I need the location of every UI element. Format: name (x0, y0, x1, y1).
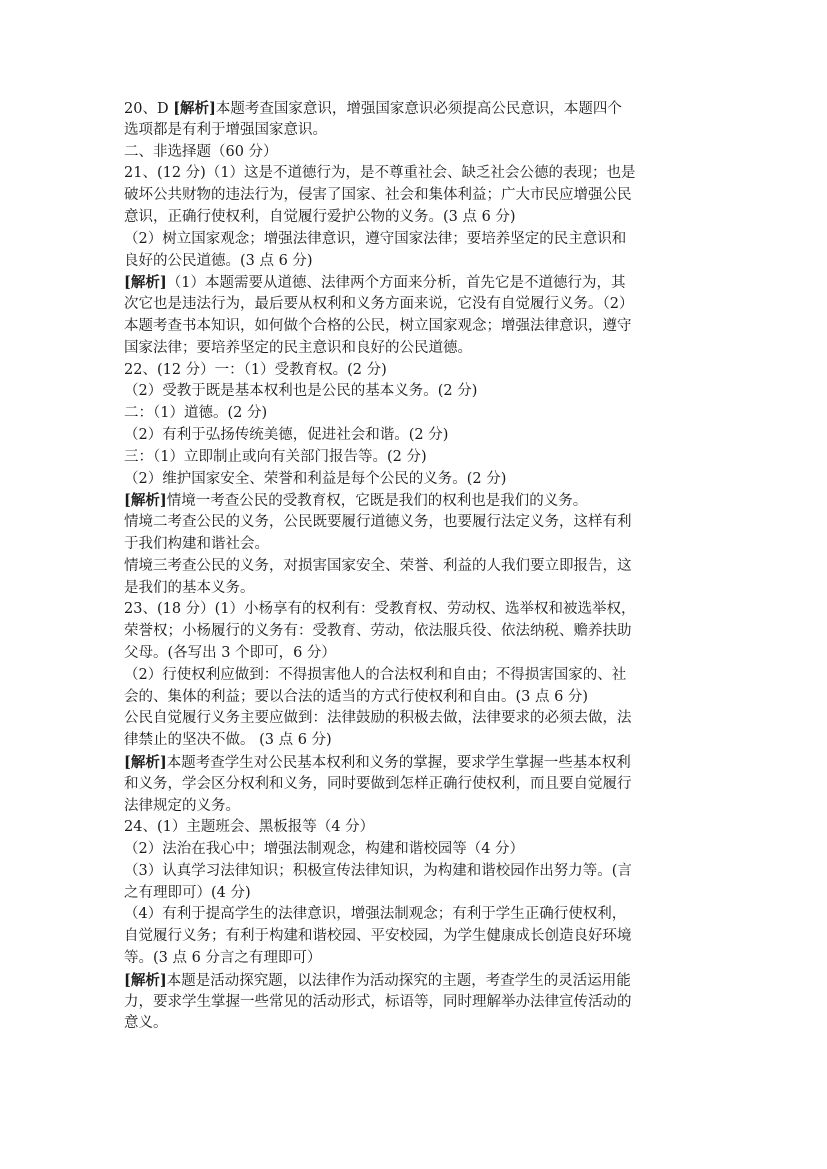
line-text: 意识，正确行使权利，自觉履行爱护公物的义务。(3 点 6 分) (124, 208, 516, 225)
line-text: 意义。 (124, 1015, 168, 1032)
text-line (124, 839, 704, 861)
line-text: 24、(1）主题班会、黑板报等（4 分） (124, 819, 375, 836)
text-line (124, 469, 704, 491)
line-text: 会的、集体的利益；要以合法的适当的方式行使权利和自由。(3 点 6 分) (124, 688, 589, 705)
line-text: （2）有利于弘扬传统美德，促进社会和谐。(2 分) (124, 426, 449, 443)
line-text: （1）本题需要从道德、法律两个方面来分析，首先它是不道德行为，其 (166, 275, 626, 292)
text-line (124, 1013, 704, 1035)
line-text: 等。(3 点 6 分言之有理即可） (124, 950, 322, 967)
line-text: 情境一考查公民的受教育权，它既是我们的权利也是我们的义务。 (166, 493, 588, 510)
line-text: 破坏公共财物的违法行为，侵害了国家、社会和集体利益；广大市民应增强公民 (124, 187, 632, 204)
text-line (124, 229, 704, 251)
text-line (124, 142, 704, 164)
line-text: 是我们的基本义务。 (124, 579, 255, 596)
line-text: 力，要求学生掌握一些常见的活动形式，标语等，同时理解举办法律宣传活动的 (124, 993, 632, 1010)
text-line (124, 599, 704, 621)
line-text: 次它也是违法行为，最后要从权利和义务方面来说，它没有自觉履行义务。（2） (124, 296, 634, 313)
text-line (124, 796, 704, 818)
text-line (124, 425, 704, 447)
text-line (124, 360, 704, 382)
text-line (124, 556, 704, 578)
line-text: 情境三考查公民的义务，对损害国家安全、荣誉、利益的人我们要立即报告，这 (124, 557, 632, 574)
line-text: 22、(12 分）一：（1）受教育权。(2 分) (124, 361, 387, 378)
line-text: （2）受教于既是基本权利也是公民的基本义务。(2 分) (124, 383, 478, 400)
line-text: 父母。(各写出 3 个即可，6 分） (124, 644, 336, 661)
text-line (124, 904, 704, 926)
text-line (124, 447, 704, 469)
line-text: （2）行使权利应做到：不得损害他人的合法权利和自由；不得损害国家的、社 (124, 666, 627, 683)
text-line (124, 512, 704, 534)
analysis-label: [解析] (124, 971, 167, 989)
line-text: （2）树立国家观念；增强法律意识，遵守国家法律；要培养坚定的民主意识和 (124, 230, 627, 247)
text-line (124, 708, 704, 730)
analysis-label: [解析] (124, 492, 167, 510)
text-line (124, 316, 704, 338)
line-text: 本题考查国家意识，增强国家意识必须提高公民意识，本题四个 (215, 101, 622, 117)
line-text: 于我们构建和谐社会。 (124, 535, 269, 552)
text-line (124, 621, 704, 643)
line-text: 23、(18 分）(1）小杨享有的权利有：受教育权、劳动权、选举权和被选举权， (124, 601, 636, 618)
text-line (124, 294, 704, 316)
line-text: （4）有利于提高学生的法律意识，增强法制观念；有利于学生正确行使权利， (124, 906, 627, 923)
text-line (124, 970, 704, 992)
line-text: 21、(12 分)（1）这是不道德行为，是不尊重社会、缺乏社会公德的表现；也是 (124, 165, 636, 182)
text-line (124, 163, 704, 185)
text-line (124, 534, 704, 556)
text-line (124, 992, 704, 1014)
line-text: 国家法律；要培养坚定的民主意识和良好的公民道德。 (124, 339, 472, 356)
answer-document (124, 98, 704, 1035)
text-line (124, 926, 704, 948)
line-text: 自觉履行义务；有利于构建和谐校园、平安校园，为学生健康成长创造良好环境 (124, 928, 632, 945)
text-line (124, 490, 704, 512)
text-line (124, 948, 704, 970)
text-line (124, 752, 704, 774)
line-text: 良好的公民道德。(3 点 6 分) (124, 252, 313, 269)
text-line (124, 687, 704, 709)
line-text: 法律规定的义务。 (124, 797, 240, 814)
text-line (124, 207, 704, 229)
line-text: （2）法治在我心中；增强法制观念，构建和谐校园等（4 分） (124, 841, 525, 858)
text-line (124, 185, 704, 207)
line-text: 二、非选择题（60 分） (124, 143, 278, 160)
line-text: （2）维护国家安全、荣誉和利益是每个公民的义务。(2 分) (124, 470, 507, 487)
line-text: 律禁止的坚决不做。 (3 点 6 分) (124, 732, 332, 749)
text-line (124, 643, 704, 665)
line-text: 本题是活动探究题，以法律作为活动探究的主题，考查学生的灵活运用能 (166, 972, 631, 989)
analysis-label: [解析] (124, 753, 167, 771)
text-line (124, 665, 704, 687)
line-text: 选项都是有利于增强国家意识。 (124, 121, 327, 138)
text-line (124, 730, 704, 752)
text-line (124, 272, 704, 294)
text-line (124, 120, 704, 142)
line-text: 之有理即可）(4 分) (124, 884, 251, 901)
text-line (124, 578, 704, 600)
analysis-label: [解析] (124, 274, 167, 292)
text-line (124, 381, 704, 403)
text-line (124, 403, 704, 425)
text-line (124, 774, 704, 796)
question-number: 20、D (124, 101, 174, 117)
text-line (124, 338, 704, 360)
line-text: 和义务，学会区分权利和义务，同时要做到怎样正确行使权利，而且要自觉履行 (124, 775, 632, 792)
line-text: 本题考查学生对公民基本权利和义务的掌握，要求学生掌握一些基本权利 (166, 754, 631, 771)
line-text: （3）认真学习法律知识；积极宣传法律知识，为构建和谐校园作出努力等。(言 (124, 862, 632, 879)
text-line (124, 817, 704, 839)
line-text: 情境二考查公民的义务，公民既要履行道德义务，也要履行法定义务，这样有利 (124, 514, 632, 531)
line-text: 公民自觉履行义务主要应做到：法律鼓励的积极去做，法律要求的必须去做，法 (124, 710, 632, 727)
text-line (124, 861, 704, 883)
line-text: 二：（1）道德。(2 分) (124, 405, 268, 422)
text-line (124, 98, 704, 120)
text-line (124, 883, 704, 905)
line-text: 荣誉权；小杨履行的义务有：受教育、劳动，依法服兵役、依法纳税、赡养扶助 (124, 623, 632, 640)
line-text: 本题考查书本知识，如何做个合格的公民，树立国家观念；增强法律意识，遵守 (124, 317, 632, 334)
text-line (124, 251, 704, 273)
analysis-label: [解析] (173, 100, 216, 117)
line-text: 三：（1）立即制止或向有关部门报告等。(2 分) (124, 448, 427, 465)
